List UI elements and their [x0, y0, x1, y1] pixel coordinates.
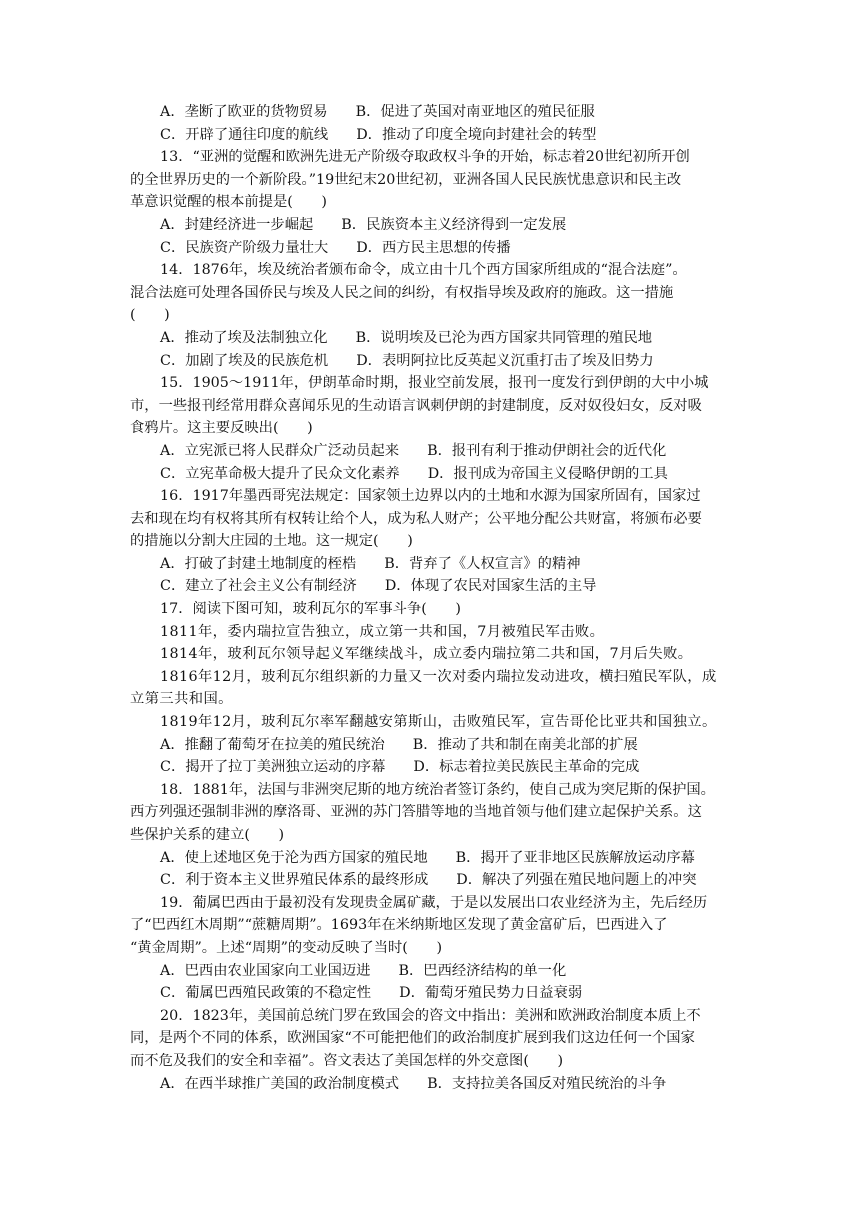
answer-option: D．推动了印度全境向封建社会的转型: [356, 126, 597, 143]
answer-options-row: [130, 960, 730, 983]
text-segment: 的措施以分割大庄园的土地。这一规定( ): [130, 533, 413, 550]
answer-option: C．揭开了拉丁美洲独立运动的序幕: [160, 759, 386, 776]
text-segment: “黄金周期”。上述“周期”的变动反映了当时( ): [130, 939, 443, 956]
answer-option: A．封建经济进一步崛起: [160, 216, 314, 233]
text-line: [130, 1027, 730, 1050]
text-segment: 的全世界历史的一个新阶段。”19世纪末20世纪初，亚洲各国人民民族忧患意识和民主改: [130, 171, 682, 188]
answer-options-row: [130, 553, 730, 576]
answer-option: A．在西半球推广美国的政治制度模式: [160, 1075, 400, 1092]
answer-option: B．揭开了亚非地区民族解放运动序幕: [455, 849, 695, 866]
answer-option: B．民族资本主义经济得到一定发展: [341, 216, 567, 233]
answer-option: B．支持拉美各国反对殖民统治的斗争: [427, 1075, 667, 1092]
text-segment: 些保护关系的建立( ): [130, 827, 285, 843]
text-line: [130, 688, 730, 711]
text-line: [130, 485, 730, 508]
answer-option: C．加剧了埃及的民族危机: [160, 352, 329, 369]
text-segment: 立第三共和国。: [130, 691, 233, 708]
text-segment: 16．1917年墨西哥宪法规定：国家领土边界以内的土地和水源为国家所固有，国家过: [160, 488, 701, 505]
answer-options-row: [130, 1073, 730, 1096]
answer-option: C．建立了社会主义公有制经济: [160, 578, 357, 595]
answer-option: B．推动了共和制在南美北部的扩展: [412, 736, 638, 753]
text-line: [130, 259, 730, 282]
answer-options-row: [130, 869, 730, 892]
text-segment: 而不危及我们的安全和幸福”。咨文表达了美国怎样的外交意图( ): [130, 1052, 564, 1069]
text-line: [130, 621, 730, 644]
text-segment: 西方列强还强制非洲的摩洛哥、亚洲的苏门答腊等地的当地首领与他们建立起保护关系。这: [130, 804, 702, 821]
answer-option: B．报刊有利于推动伊朗社会的近代化: [427, 442, 667, 459]
text-segment: 15．1905～1911年，伊朗革命时期，报业空前发展，报刊一度发行到伊朗的大中小城: [160, 375, 709, 392]
answer-option: A．立宪派已将人民群众广泛动员起来: [160, 442, 400, 459]
answer-options-row: [130, 575, 730, 598]
text-line: [130, 146, 730, 169]
answer-options-row: [130, 756, 730, 779]
answer-option: B．背弃了《人权宣言》的精神: [384, 555, 581, 572]
text-line: [130, 372, 730, 395]
answer-options-row: [130, 214, 730, 237]
text-line: [130, 779, 730, 802]
answer-option: C．开辟了通往印度的航线: [160, 126, 329, 143]
text-line: [130, 530, 730, 553]
text-line: [130, 508, 730, 531]
text-line: [130, 304, 730, 327]
text-segment: 1814年，玻利瓦尔领导起义军继续战斗，成立委内瑞拉第二共和国，7月后失败。: [160, 646, 693, 663]
answer-option: A．使上述地区免于沦为西方国家的殖民地: [160, 849, 428, 866]
answer-option: B．说明埃及已沦为西方国家共同管理的殖民地: [355, 329, 653, 346]
text-line: [130, 1005, 730, 1028]
text-segment: 14．1876年，埃及统治者颁布命令，成立由十几个西方国家所组成的“混合法庭”。: [160, 262, 687, 279]
answer-option: C．民族资产阶级力量壮大: [160, 239, 329, 256]
text-segment: 了“巴西红木周期”“蔗糖周期”。1693年在米纳斯地区发现了黄金富矿后，巴西进入了: [130, 917, 668, 934]
answer-option: D．体现了农民对国家生活的主导: [384, 578, 597, 595]
text-line: [130, 1050, 730, 1073]
answer-options-row: [130, 327, 730, 350]
text-line: [130, 169, 730, 192]
answer-options-row: [130, 237, 730, 260]
answer-option: C．立宪革命极大提升了民众文化素养: [160, 465, 400, 482]
answer-option: D．葡萄牙殖民势力日益衰弱: [399, 985, 583, 1002]
text-line: [130, 191, 730, 214]
text-segment: 混合法庭可处理各国侨民与埃及人民之间的纠纷，有权指导埃及政府的施政。这一措施: [130, 284, 674, 301]
text-segment: 17．阅读下图可知，玻利瓦尔的军事斗争( ): [160, 601, 461, 618]
answer-option: D．解决了列强在殖民地问题上的冲突: [456, 872, 697, 889]
text-segment: ( ): [130, 307, 170, 324]
answer-option: A．打破了封建土地制度的桎梏: [160, 555, 357, 572]
answer-options-row: [130, 440, 730, 463]
text-line: [130, 711, 730, 734]
answer-option: D．标志着拉美民族民主革命的完成: [413, 759, 640, 776]
answer-option: B．促进了英国对南亚地区的殖民征服: [355, 104, 595, 120]
answer-options-row: [130, 350, 730, 373]
answer-options-row: [130, 124, 730, 147]
text-line: [130, 824, 730, 847]
answer-option: A．推动了埃及法制独立化: [160, 329, 328, 346]
text-segment: 1819年12月，玻利瓦尔率军翻越安第斯山，击败殖民军，宣告哥伦比亚共和国独立。: [160, 714, 717, 731]
answer-option: D．报刊成为帝国主义侵略伊朗的工具: [427, 465, 668, 482]
answer-options-row: [130, 734, 730, 757]
text-line: [130, 282, 730, 305]
text-line: [130, 892, 730, 915]
text-line: [130, 395, 730, 418]
text-segment: 1811年，委内瑞拉宣告独立，成立第一共和国，7月被殖民军击败。: [160, 623, 605, 640]
answer-option: A．垄断了欧亚的货物贸易: [160, 104, 328, 120]
text-line: [130, 417, 730, 440]
answer-option: D．表明阿拉比反英起义沉重打击了埃及旧势力: [356, 352, 654, 369]
text-segment: 19．葡属巴西由于最初没有发现贵金属矿藏，于是以发展出口农业经济为主，先后经历: [160, 894, 708, 911]
answer-options-row: [130, 101, 730, 124]
text-segment: 18．1881年，法国与非洲突尼斯的地方统治者签订条约，使自己成为突尼斯的保护国。: [160, 781, 715, 798]
text-line: [130, 914, 730, 937]
text-segment: 20．1823年，美国前总统门罗在致国会的咨文中指出：美洲和欧洲政治制度本质上不: [160, 1007, 701, 1024]
text-segment: 去和现在均有权将其所有权转让给个人，成为私人财产；公平地分配公共财富，将颁布必要: [130, 510, 702, 527]
answer-option: C．葡属巴西殖民政策的不稳定性: [160, 985, 372, 1002]
answer-option: A．巴西由农业国家向工业国迈进: [160, 962, 371, 979]
answer-options-row: [130, 847, 730, 870]
text-line: [130, 801, 730, 824]
text-line: [130, 666, 730, 689]
text-line: [130, 937, 730, 960]
answer-option: C．利于资本主义世界殖民体系的最终形成: [160, 872, 429, 889]
answer-options-row: [130, 982, 730, 1005]
text-segment: 同，是两个不同的体系，欧洲国家“不可能把他们的政治制度扩展到我们这边任何一个国家: [130, 1030, 695, 1047]
answer-options-row: [130, 463, 730, 486]
question-text-block: [130, 101, 730, 1095]
text-segment: 革意识觉醒的根本前提是( ): [130, 194, 328, 211]
text-segment: 1816年12月，玻利瓦尔组织新的力量又一次对委内瑞拉发动进攻，横扫殖民军队，成: [160, 668, 717, 685]
answer-option: A．推翻了葡萄牙在拉美的殖民统治: [160, 736, 385, 753]
answer-option: B．巴西经济结构的单一化: [398, 962, 567, 979]
text-line: [130, 643, 730, 666]
text-line: [130, 598, 730, 621]
text-segment: 市，一些报刊经常用群众喜闻乐见的生动语言讽刺伊朗的封建制度，反对奴役妇女，反对吸: [130, 397, 702, 414]
text-segment: 13．“亚洲的觉醒和欧洲先进无产阶级夺取政权斗争的开始，标志着20世纪初所开创: [160, 149, 690, 166]
text-segment: 食鸦片。这主要反映出( ): [130, 420, 313, 437]
answer-option: D．西方民主思想的传播: [356, 239, 511, 256]
